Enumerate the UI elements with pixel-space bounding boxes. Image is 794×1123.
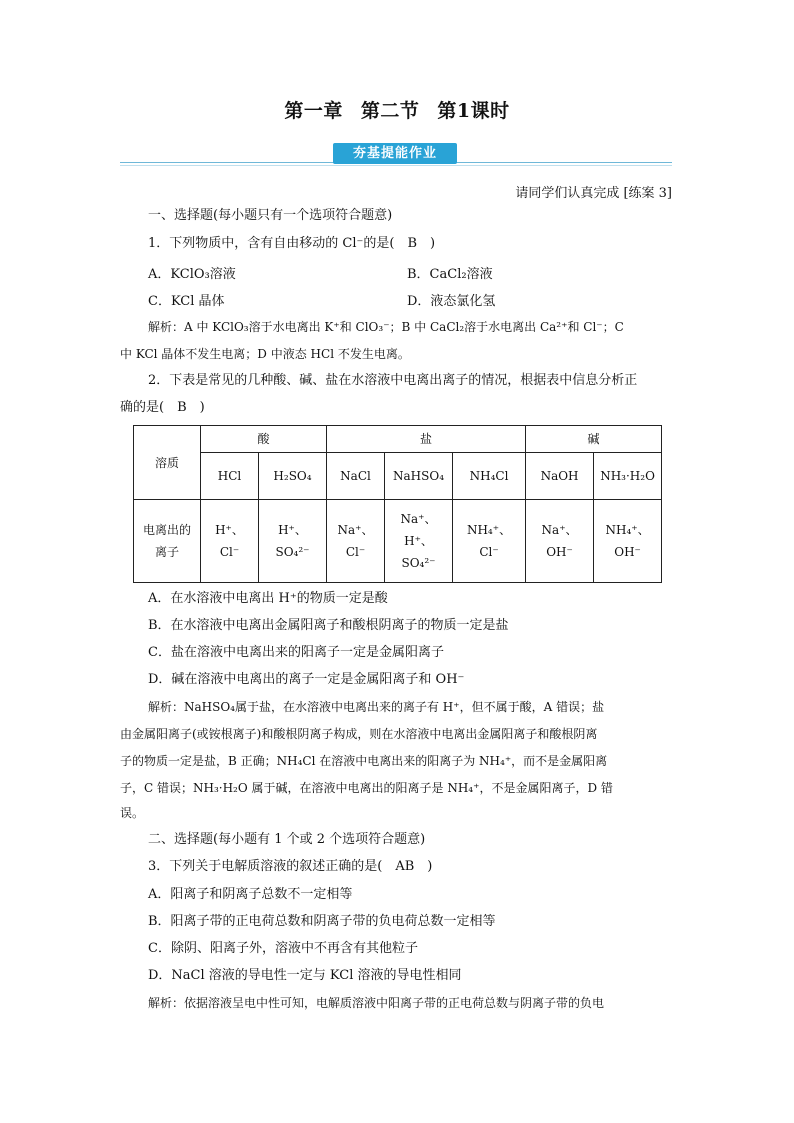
title-lesson: 第1课时 [437,100,510,122]
table-solute-cell: NaHSO₄ [385,453,453,500]
table-solute-cell: HCl [201,453,259,500]
table-row-label: 溶质 [134,426,201,500]
q2-stem-line: 2．下表是常见的几种酸、碱、盐在水溶液中电离出离子的情况，根据表中信息分析正 [148,373,638,388]
q3-option-b: B．阳离子带的正电荷总数和阴离子带的负电荷总数一定相等 [148,914,496,929]
practice-note: 请同学们认真完成 [练案 3] [515,186,672,201]
table-solute-cell: H₂SO₄ [259,453,327,500]
table-ion-cell: Na⁺、Cl⁻ [327,500,385,583]
ionization-table [133,425,662,583]
q2-explanation-line: 解析：NaHSO₄属于盐，在水溶液中电离出来的离子有 H⁺，但不属于酸，A 错误；盐 [148,700,605,714]
q3-stem: 3．下列关于电解质溶液的叙述正确的是( AB ) [148,859,433,874]
q2-stem-line: 确的是( B ) [120,400,205,415]
header-divider-light [120,165,672,166]
q3-option-c: C．除阴、阳离子外，溶液中不再含有其他粒子 [148,941,418,956]
q3-explanation-line: 解析：依据溶液呈电中性可知，电解质溶液中阳离子带的正电荷总数与阴离子带的负电 [148,996,605,1010]
section2-heading: 二、选择题(每小题有 1 个或 2 个选项符合题意) [148,832,426,847]
q1-option-a: A．KClO₃溶液 [148,267,236,282]
table-solute-cell: NH₃·H₂O [594,453,662,500]
q2-explanation-line: 子的物质一定是盐，B 正确；NH₄Cl 在溶液中电离出来的阳离子为 NH₄⁺，而不是金属阳离 [120,754,608,768]
table-ion-cell: Na⁺、H⁺、SO₄²⁻ [385,500,453,583]
q1-option-b: B．CaCl₂溶液 [407,267,493,282]
q2-explanation-line: 误。 [120,806,145,820]
table-group-header: 酸 [201,426,327,453]
q2-explanation-line: 由金属阳离子(或铵根离子)和酸根阴离子构成，则在水溶液中电离出金属阳离子和酸根阴离 [120,727,598,741]
q2-explanation-line: 子，C 错误；NH₃·H₂O 属于碱，在溶液中电离出的阳离子是 NH₄⁺，不是金属阳离子，D 错 [120,781,613,795]
q3-option-a: A．阳离子和阴离子总数不一定相等 [148,887,353,902]
page-title [0,96,794,123]
q1-explanation-line: 中 KCl 晶体不发生电离；D 中液态 HCl 不发生电离。 [120,347,410,361]
title-chapter: 第一章 [284,100,343,122]
q2-option-a: A．在水溶液中电离出 H⁺的物质一定是酸 [148,591,388,606]
table-row-label: 电离出的离子 [134,500,201,583]
q1-stem: 1．下列物质中，含有自由移动的 Cl⁻的是( B ) [148,236,436,251]
q1-option-c: C．KCl 晶体 [148,294,225,309]
table-solute-cell: NaCl [327,453,385,500]
section1-heading: 一、选择题(每小题只有一个选项符合题意) [148,208,393,223]
q2-option-d: D．碱在溶液中电离出的离子一定是金属阳离子和 OH⁻ [148,672,465,687]
q2-option-c: C．盐在溶液中电离出来的阳离子一定是金属阳离子 [148,645,444,660]
table-solute-cell: NaOH [526,453,594,500]
table-ion-cell: NH₄⁺、OH⁻ [594,500,662,583]
table-ion-cell: H⁺、SO₄²⁻ [259,500,327,583]
q2-option-b: B．在水溶液中电离出金属阳离子和酸根阴离子的物质一定是盐 [148,618,509,633]
table-ion-cell: H⁺、Cl⁻ [201,500,259,583]
homework-badge: 夯基提能作业 [333,143,457,164]
table-solute-cell: NH₄Cl [453,453,526,500]
title-section: 第二节 [360,100,420,122]
q3-option-d: D．NaCl 溶液的导电性一定与 KCl 溶液的导电性相同 [148,968,462,983]
q1-explanation-line: 解析：A 中 KClO₃溶于水电离出 K⁺和 ClO₃⁻；B 中 CaCl₂溶于水电离出 Ca²⁺和 Cl⁻；C [148,320,624,334]
table-group-header: 盐 [327,426,526,453]
table-group-header: 碱 [526,426,662,453]
table-ion-cell: Na⁺、OH⁻ [526,500,594,583]
q1-option-d: D．液态氯化氢 [407,294,496,309]
table-ion-cell: NH₄⁺、Cl⁻ [453,500,526,583]
